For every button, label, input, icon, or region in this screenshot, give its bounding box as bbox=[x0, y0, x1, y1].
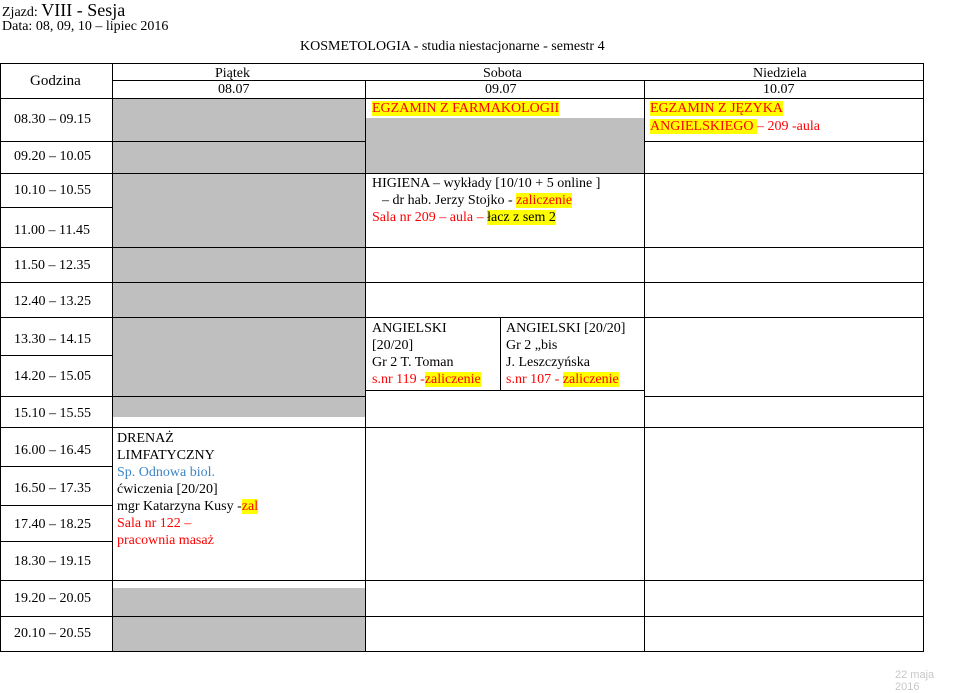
higiena-line2b: zaliczenie bbox=[516, 193, 573, 208]
ang2-line2: Gr 2 „bis bbox=[506, 338, 558, 353]
event-angielski-gr2-bis bbox=[506, 320, 625, 388]
hour-13: 18.30 – 19.15 bbox=[14, 554, 91, 569]
higiena-line3b: łacz z sem 2 bbox=[487, 210, 556, 225]
zjazd-heading bbox=[2, 0, 125, 21]
gray-block-friday-evening bbox=[112, 588, 365, 651]
higiena-line1: HIGIENA – wykłady [10/10 + 5 online ] bbox=[372, 176, 601, 191]
higiena-line2a: – dr hab. Jerzy Stojko - bbox=[382, 193, 517, 208]
day-sunday-name: Niedziela bbox=[753, 66, 807, 81]
drenaz-line1: DRENAŻ bbox=[117, 431, 174, 446]
ang2-line4a: s.nr 107 - bbox=[506, 372, 563, 387]
hour-9: 15.10 – 15.55 bbox=[14, 406, 91, 421]
ang1-line3: Gr 2 T. Toman bbox=[372, 355, 454, 370]
hour-8: 14.20 – 15.05 bbox=[14, 369, 91, 384]
ang1-line2: [20/20] bbox=[372, 338, 414, 353]
english-exam-line2a: ANGIELSKIEGO bbox=[650, 119, 757, 134]
hour-4: 11.00 – 11.45 bbox=[14, 223, 90, 238]
hour-10: 16.00 – 16.45 bbox=[14, 443, 91, 458]
zjazd-value: VIII - Sesja bbox=[41, 0, 126, 20]
event-drenaz-limfatyczny bbox=[117, 430, 258, 549]
drenaz-line3: Sp. Odnowa biol. bbox=[117, 465, 215, 480]
hour-11: 16.50 – 17.35 bbox=[14, 481, 91, 496]
hour-2: 09.20 – 10.05 bbox=[14, 149, 91, 164]
hour-7: 13.30 – 14.15 bbox=[14, 332, 91, 347]
event-english-exam bbox=[650, 100, 820, 136]
hour-6: 12.40 – 13.25 bbox=[14, 294, 91, 309]
gray-block-saturday-early bbox=[366, 118, 644, 173]
event-farmakologia-exam bbox=[372, 100, 559, 117]
ang1-line4a: s.nr 119 - bbox=[372, 372, 425, 387]
hour-15: 20.10 – 20.55 bbox=[14, 626, 91, 641]
drenaz-line5a: mgr Katarzyna Kusy - bbox=[117, 499, 242, 514]
day-friday-date: 08.07 bbox=[218, 82, 250, 97]
english-exam-line1: EGZAMIN Z JĘZYKA bbox=[650, 101, 783, 116]
hour-3: 10.10 – 10.55 bbox=[14, 183, 91, 198]
drenaz-line2: LIMFATYCZNY bbox=[117, 448, 215, 463]
ang2-line1: ANGIELSKI [20/20] bbox=[506, 321, 626, 336]
drenaz-line5b: zal bbox=[241, 499, 259, 514]
day-friday-name: Piątek bbox=[215, 66, 250, 81]
drenaz-line6: Sala nr 122 – bbox=[117, 516, 192, 531]
day-sunday-date: 10.07 bbox=[763, 82, 795, 97]
ang2-line4b: zaliczenie bbox=[562, 372, 619, 387]
day-saturday-date: 09.07 bbox=[485, 82, 517, 97]
hour-1: 08.30 – 09.15 bbox=[14, 112, 91, 127]
event-higiena bbox=[372, 175, 600, 226]
ang1-line1: ANGIELSKI bbox=[372, 321, 447, 336]
dates-line: Data: 08, 09, 10 – lipiec 2016 bbox=[2, 19, 169, 34]
higiena-line3a: Sala nr 209 – aula – bbox=[372, 210, 488, 225]
drenaz-line7: pracownia masaż bbox=[117, 533, 214, 548]
ang2-line3: J. Leszczyńska bbox=[506, 355, 590, 370]
hour-14: 19.20 – 20.05 bbox=[14, 591, 91, 606]
zjazd-label: Zjazd: bbox=[2, 5, 42, 20]
drenaz-line4: ćwiczenia [20/20] bbox=[117, 482, 218, 497]
hour-5: 11.50 – 12.35 bbox=[14, 258, 91, 273]
day-saturday-name: Sobota bbox=[483, 66, 522, 81]
event-angielski-gr2-toman bbox=[372, 320, 481, 388]
hour-12: 17.40 – 18.25 bbox=[14, 517, 91, 532]
english-exam-line2b: – 209 -aula bbox=[756, 119, 820, 134]
farmakologia-text: EGZAMIN Z FARMAKOLOGII bbox=[372, 101, 560, 116]
page-title: KOSMETOLOGIA - studia niestacjonarne - semestr 4 bbox=[300, 39, 605, 54]
footer-date: 22 maja 2016 bbox=[895, 669, 935, 693]
ang1-line4b: zaliczenie bbox=[424, 372, 481, 387]
gray-block-friday-morning bbox=[112, 98, 365, 417]
godzina-header: Godzina bbox=[30, 73, 81, 89]
